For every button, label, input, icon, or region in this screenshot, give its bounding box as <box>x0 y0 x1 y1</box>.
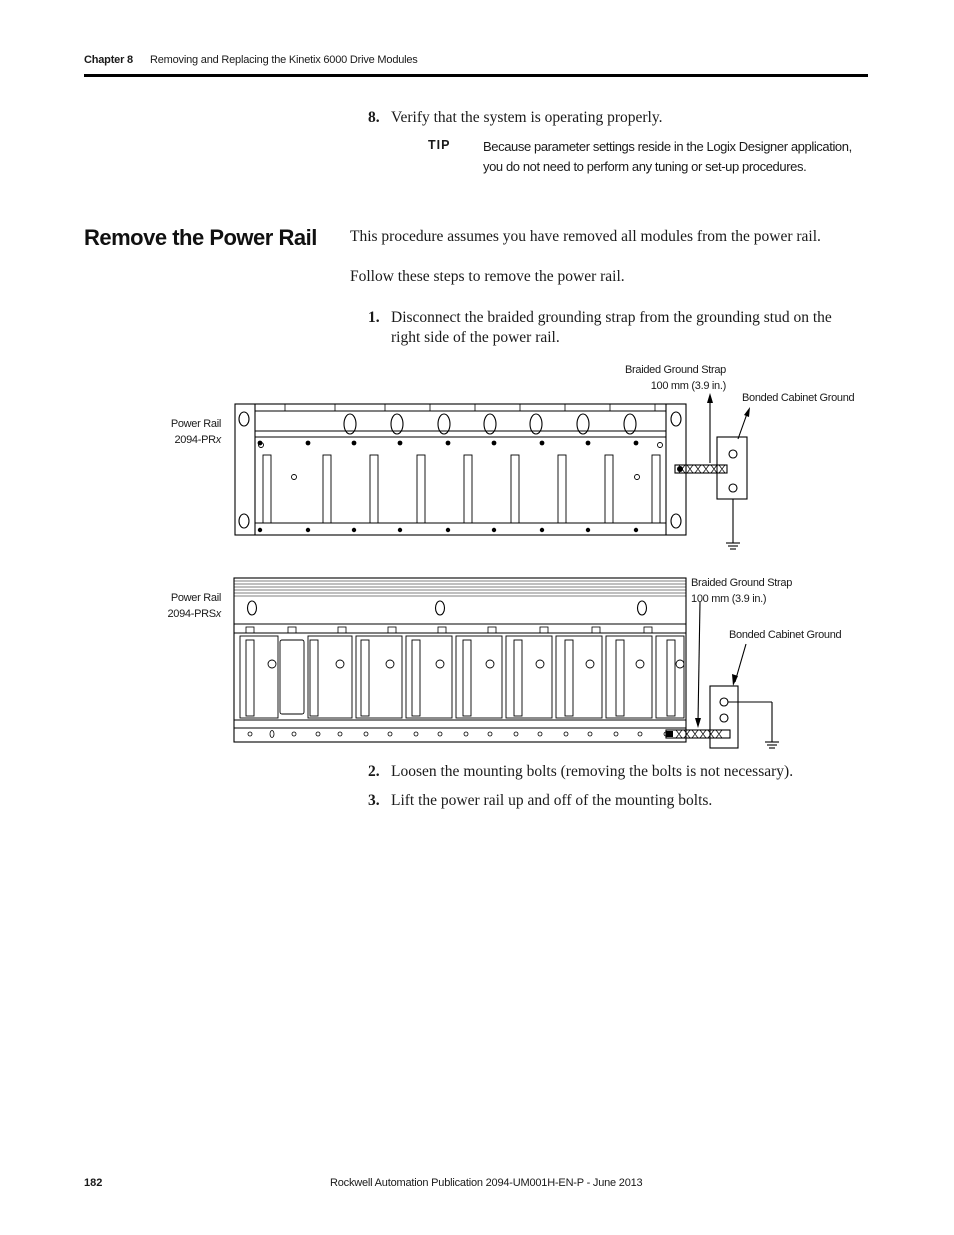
step-number: 2. <box>368 763 380 780</box>
fig2-rail-label-line2 <box>150 606 221 622</box>
fig1-rail-label <box>150 416 221 448</box>
figure-power-rail-2094-prx <box>230 393 760 555</box>
header-rule <box>84 74 868 77</box>
publication-info: Rockwell Automation Publication 2094-UM001H-EN-P - June 2013 <box>330 1177 643 1189</box>
fig2-rail-model: 2094-PRS <box>167 608 216 620</box>
step-text: Lift the power rail up and off of the mounting bolts. <box>391 792 713 809</box>
fig2-rail-label <box>150 590 221 622</box>
fig1-rail-model: 2094-PR <box>174 434 216 446</box>
tip-label: TIP <box>428 138 451 152</box>
fig1-rail-label-line1: Power Rail <box>170 418 221 430</box>
chapter-label: Chapter 8 <box>84 54 133 66</box>
tip-text: Because parameter settings reside in the Logix Designer application, you do not need to perform any tuning or set-up procedures. <box>483 139 852 174</box>
step-number: 8. <box>368 109 380 126</box>
fig2-strap-label-line2: 100 mm (3.9 in.) <box>691 593 767 605</box>
figure-power-rail-2094-prsx <box>230 572 793 752</box>
fig2-strap-label-line1: Braided Ground Strap <box>691 577 793 589</box>
section-title: Remove the Power Rail <box>84 225 317 250</box>
fig2-ground-label: Bonded Cabinet Ground <box>729 629 842 641</box>
step-number: 3. <box>368 792 380 809</box>
fig1-strap-label <box>610 362 726 394</box>
fig1-strap-label-line1: Braided Ground Strap <box>624 364 726 376</box>
fig1-rail-label-line2 <box>150 432 221 448</box>
chapter-title: Removing and Replacing the Kinetix 6000 Drive Modules <box>150 54 418 66</box>
follow-paragraph: Follow these steps to remove the power rail. <box>350 268 625 285</box>
step-number: 1. <box>368 309 380 326</box>
step-text-line-2: right side of the power rail. <box>391 329 560 346</box>
intro-paragraph: This procedure assumes you have removed all modules from the power rail. <box>350 228 821 245</box>
page-number: 182 <box>84 1177 103 1189</box>
fig1-ground-label: Bonded Cabinet Ground <box>742 392 855 404</box>
fig1-strap-label-line2: 100 mm (3.9 in.) <box>650 380 726 392</box>
step-text: Loosen the mounting bolts (removing the bolts is not necessary). <box>391 763 794 780</box>
fig2-rail-label-line1: Power Rail <box>170 592 221 604</box>
fig2-rail-model-suffix: x <box>215 608 221 620</box>
step-text-line-1: Disconnect the braided grounding strap from the grounding stud on the <box>391 309 832 326</box>
step-text: Verify that the system is operating properly. <box>391 109 663 126</box>
fig1-rail-model-suffix: x <box>215 434 221 446</box>
running-header <box>84 54 418 66</box>
